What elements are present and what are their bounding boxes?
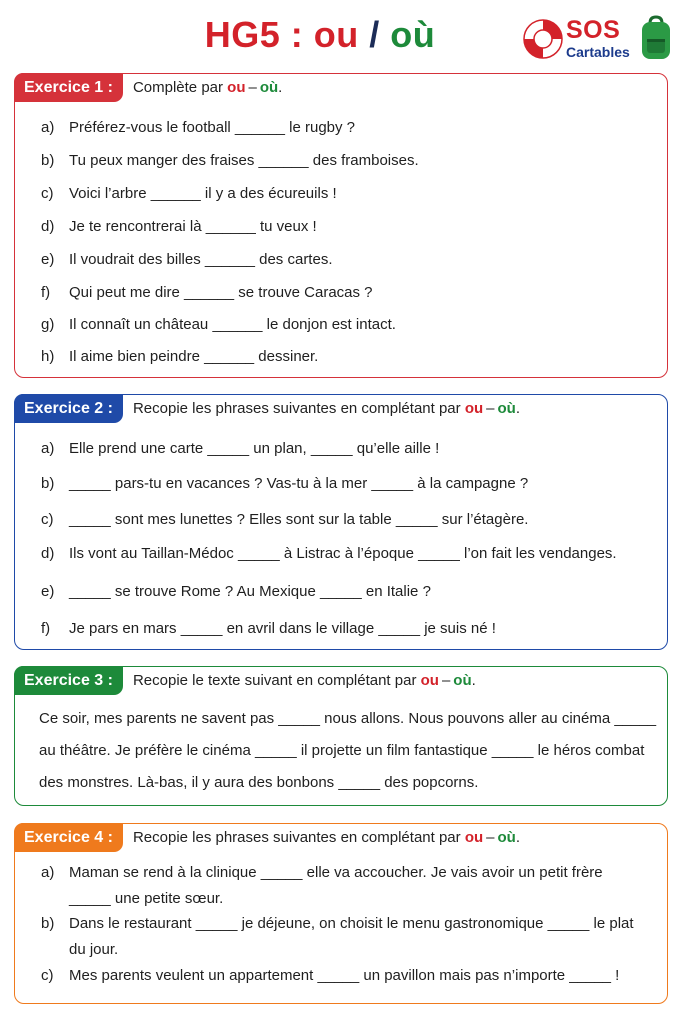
logo-sos-text: SOS <box>566 16 621 44</box>
backpack-icon <box>638 15 674 61</box>
list-item <box>41 118 355 138</box>
list-item <box>41 619 496 639</box>
instruction-text: Complète par <box>132 79 223 96</box>
text-line: Ce soir, mes parents ne savent pas _____ nous allons. Nous pouvons aller au cinéma _____ <box>39 710 657 727</box>
exercise-2-header <box>14 394 520 423</box>
item-text: Qui peut me dire ______ se trouve Caracas ? <box>69 284 373 301</box>
list-item <box>41 911 647 963</box>
item-text: Il aime bien peindre ______ dessiner. <box>69 348 319 365</box>
list-item <box>41 217 317 237</box>
instruction-text: Recopie les phrases suivantes en complétant par <box>132 400 461 417</box>
item-text: Il voudrait des billes ______ des cartes. <box>69 251 333 268</box>
exercise-1-header <box>14 73 282 102</box>
title-ou: ou <box>313 14 359 55</box>
exercise-4-instruction: Recopie les phrases suivantes en complétant par ou – où. <box>132 829 520 846</box>
sos-cartables-logo <box>520 14 680 64</box>
exercise-2 <box>14 394 668 650</box>
item-text: Dans le restaurant _____ je déjeune, on choisit le menu gastronomique _____ le plat du jour. <box>69 915 638 958</box>
exercise-1-badge: Exercice 1 : <box>14 73 123 102</box>
keyword-dash: – <box>441 672 451 689</box>
keyword-dash: – <box>486 400 495 417</box>
text-line: des monstres. Là-bas, il y aura des bonbons _____ des popcorns. <box>39 774 479 791</box>
keyword-ouu: où <box>259 79 279 96</box>
item-label: a) <box>41 119 55 136</box>
item-label: e) <box>41 251 55 268</box>
item-text: Tu peux manger des fraises ______ des framboises. <box>69 152 419 169</box>
item-text: Elle prend une carte _____ un plan, _____ qu’elle aille ! <box>69 440 440 457</box>
item-label: e) <box>41 583 55 600</box>
item-label: b) <box>41 475 55 492</box>
title-ouu: où <box>390 14 436 55</box>
keyword-ouu: où <box>497 829 516 846</box>
list-item <box>41 544 617 564</box>
item-text: _____ sont mes lunettes ? Elles sont sur la table _____ sur l’étagère. <box>69 511 529 528</box>
item-text: Ils vont au Taillan-Médoc _____ à Listrac à l’époque _____ l’on fait les vendanges. <box>69 545 617 562</box>
item-label: f) <box>41 620 51 637</box>
keyword-ouu: où <box>453 672 472 689</box>
item-text: Maman se rend à la clinique _____ elle va accoucher. Je vais avoir un petit frère _____ une petite sœur. <box>69 864 607 907</box>
list-item <box>41 860 647 912</box>
keyword-ou: ou <box>420 672 439 689</box>
exercise-1 <box>14 73 668 378</box>
list-item <box>41 347 318 367</box>
instruction-text: Recopie le texte suivant en complétant par <box>132 672 417 689</box>
item-label: a) <box>41 440 55 457</box>
lifebuoy-icon <box>522 18 564 60</box>
exercise-4-badge: Exercice 4 : <box>14 823 123 852</box>
keyword-ou: ou <box>227 79 246 96</box>
exercise-4 <box>14 823 668 1004</box>
item-label: c) <box>41 511 54 528</box>
header <box>0 0 683 72</box>
keyword-dash: – <box>486 829 495 846</box>
keyword-ou: ou <box>464 829 484 846</box>
list-item <box>41 250 333 270</box>
exercise-3-instruction: Recopie le texte suivant en complétant par ou – où. <box>132 672 476 689</box>
list-item <box>41 315 396 335</box>
text-line: au théâtre. Je préfère le cinéma _____ il projette un film fantastique _____ le héros combat <box>39 742 645 759</box>
list-item <box>41 151 419 171</box>
item-label: c) <box>41 967 54 984</box>
list-item <box>41 439 439 459</box>
item-text: Voici l’arbre ______ il y a des écureuils ! <box>69 185 337 202</box>
item-text: _____ pars-tu en vacances ? Vas-tu à la mer _____ à la campagne ? <box>69 475 529 492</box>
exercise-2-instruction: Recopie les phrases suivantes en complétant par ou – où. <box>132 400 520 417</box>
item-label: b) <box>41 152 55 169</box>
instruction-text: Recopie les phrases suivantes en complétant par <box>132 829 461 846</box>
exercise-1-instruction: Complète par ou – où. <box>132 79 283 96</box>
keyword-dash: – <box>248 79 257 96</box>
logo-cartables-text: Cartables <box>566 44 630 60</box>
item-label: f) <box>41 284 51 301</box>
item-label: c) <box>41 185 54 202</box>
exercise-4-header <box>14 823 520 852</box>
exercise-3-header <box>14 666 476 695</box>
list-item <box>41 283 373 303</box>
list-item <box>41 474 528 494</box>
item-label: d) <box>41 218 55 235</box>
exercise-3-badge: Exercice 3 : <box>14 666 123 695</box>
keyword-ou: ou <box>464 400 484 417</box>
list-item <box>41 510 528 530</box>
item-text: Je pars en mars _____ en avril dans le village _____ je suis né ! <box>69 620 496 637</box>
item-label: h) <box>41 348 55 365</box>
item-label: b) <box>41 915 55 932</box>
item-text: Il connaît un château ______ le donjon est intact. <box>69 316 396 333</box>
item-label: g) <box>41 316 55 333</box>
item-text: Préférez-vous le football ______ le rugby ? <box>69 119 356 136</box>
title-hg: HG5 : <box>204 14 304 55</box>
title-slash: / <box>369 14 380 55</box>
item-text: Mes parents veulent un appartement _____ un pavillon mais pas n’importe _____ ! <box>69 967 620 984</box>
exercise-2-badge: Exercice 2 : <box>14 394 123 423</box>
item-text: _____ se trouve Rome ? Au Mexique _____ en Italie ? <box>69 583 431 600</box>
exercise-3 <box>14 666 668 806</box>
item-label: d) <box>41 545 55 562</box>
list-item <box>41 184 337 204</box>
item-label: a) <box>41 864 55 881</box>
item-text: Je te rencontrerai là ______ tu veux ! <box>69 218 317 235</box>
list-item <box>41 963 647 989</box>
list-item <box>41 582 431 602</box>
keyword-ouu: où <box>497 400 516 417</box>
